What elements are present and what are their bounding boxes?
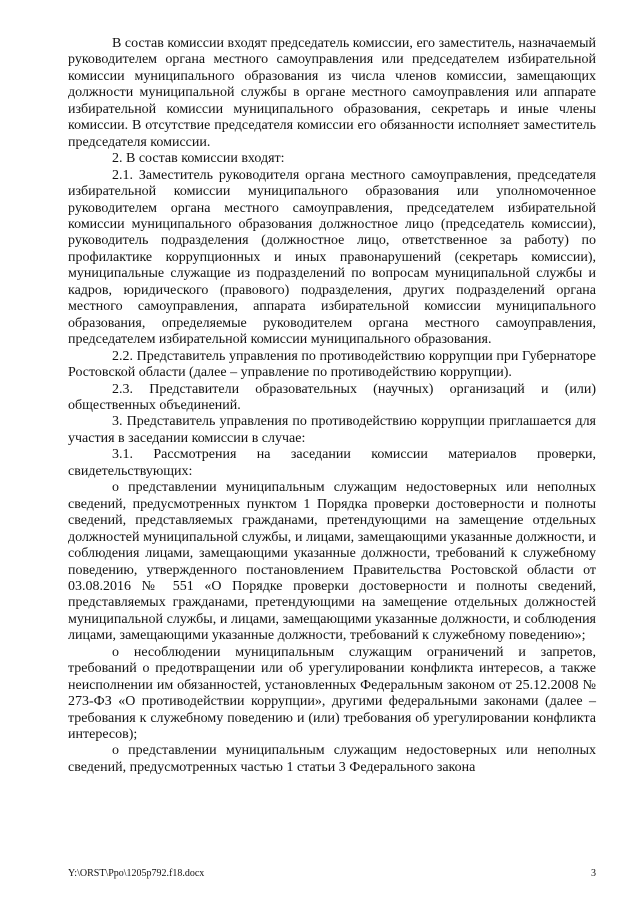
file-path: Y:\ORST\Ppo\1205p792.f18.docx [68,868,205,879]
paragraph-3-1: 3.1. Рассмотрения на заседании комиссии материалов проверки, свидетельствующих: [68,447,596,479]
paragraph-false-info-federal: о представлении муниципальным служащим недостоверных или неполных сведений, предусмотренных частью 1 статьи 3 Федерального закона [68,743,596,775]
paragraph-commission-composition: В состав комиссии входят председатель комиссии, его заместитель, назначаемый руководителем органа местного самоуправления или председателем избирательной комиссии муниципального образования из числа членов комиссии, замещающих должности муниципальной службы в органе местного самоуправления или аппарате избирательной комиссии муниципального образования, секретарь и иные члены комиссии. В отсутствие председателя комиссии его обязанности исполняет заместитель председателя комиссии. [68,36,596,150]
paragraph-3: 3. Представитель управления по противодействию коррупции приглашается для участия в заседании комиссии в случае: [68,414,596,446]
paragraph-2-1: 2.1. Заместитель руководителя органа местного самоуправления, председателя избирательной комиссии муниципального образования или уполномоченное руководителем органа местного самоуправления, председателем избирательной комиссии муниципального образования должностное лицо (председатель комиссии), руководитель подразделения (должностное лицо, ответственное за работу) по профилактике коррупционных и иных правонарушений (секретарь комиссии), муниципальные служащие из подразделений по вопросам муниципальной службы и кадров, юридического (правового) подразделения, других подразделений органа местного самоуправления, аппарата избирательной комиссии муниципального образования, определяемые руководителем органа местного самоуправления, председателем избирательной комиссии муниципального образования. [68,167,596,348]
paragraph-2-2: 2.2. Представитель управления по противодействию коррупции при Губернаторе Ростовской области (далее – управление по противодействию коррупции). [68,348,596,381]
paragraph-noncompliance: о несоблюдении муниципальным служащим ограничений и запретов, требований о предотвращении или об урегулировании конфликта интересов, а также неисполнении им обязанностей, установленных Федеральным законом от 25.12.2008 № 273-ФЗ «О противодействии коррупции», другими федеральными законами (далее – требования к служебному поведению и (или) требования об урегулировании конфликта интересов); [68,644,596,743]
document-body [68,36,596,776]
paragraph-false-info: о представлении муниципальным служащим недостоверных или неполных сведений, предусмотренных пунктом 1 Порядка проверки достоверности и полноты сведений, представляемых гражданами, претендующими на замещение отдельных должностей муниципальной службы, и лицами, замещающими указанные должности, и соблюдения лицами, замещающими указанные должности, требований к служебному поведению, утвержденного постановлением Правительства Ростовской области от 03.08.2016 № 551 «О Порядке проверки достоверности и полноты сведений, представляемых гражданами, претендующими на замещение отдельных должностей муниципальной службы, и лицами, замещающими указанные должности, и соблюдения лицами, замещающими указанные должности, требований к служебному поведению»; [68,480,596,644]
paragraph-2-3: 2.3. Представители образовательных (научных) организаций и (или) общественных объединений. [68,381,596,413]
page-number: 3 [591,868,596,879]
paragraph-2: 2. В состав комиссии входят: [112,151,285,167]
